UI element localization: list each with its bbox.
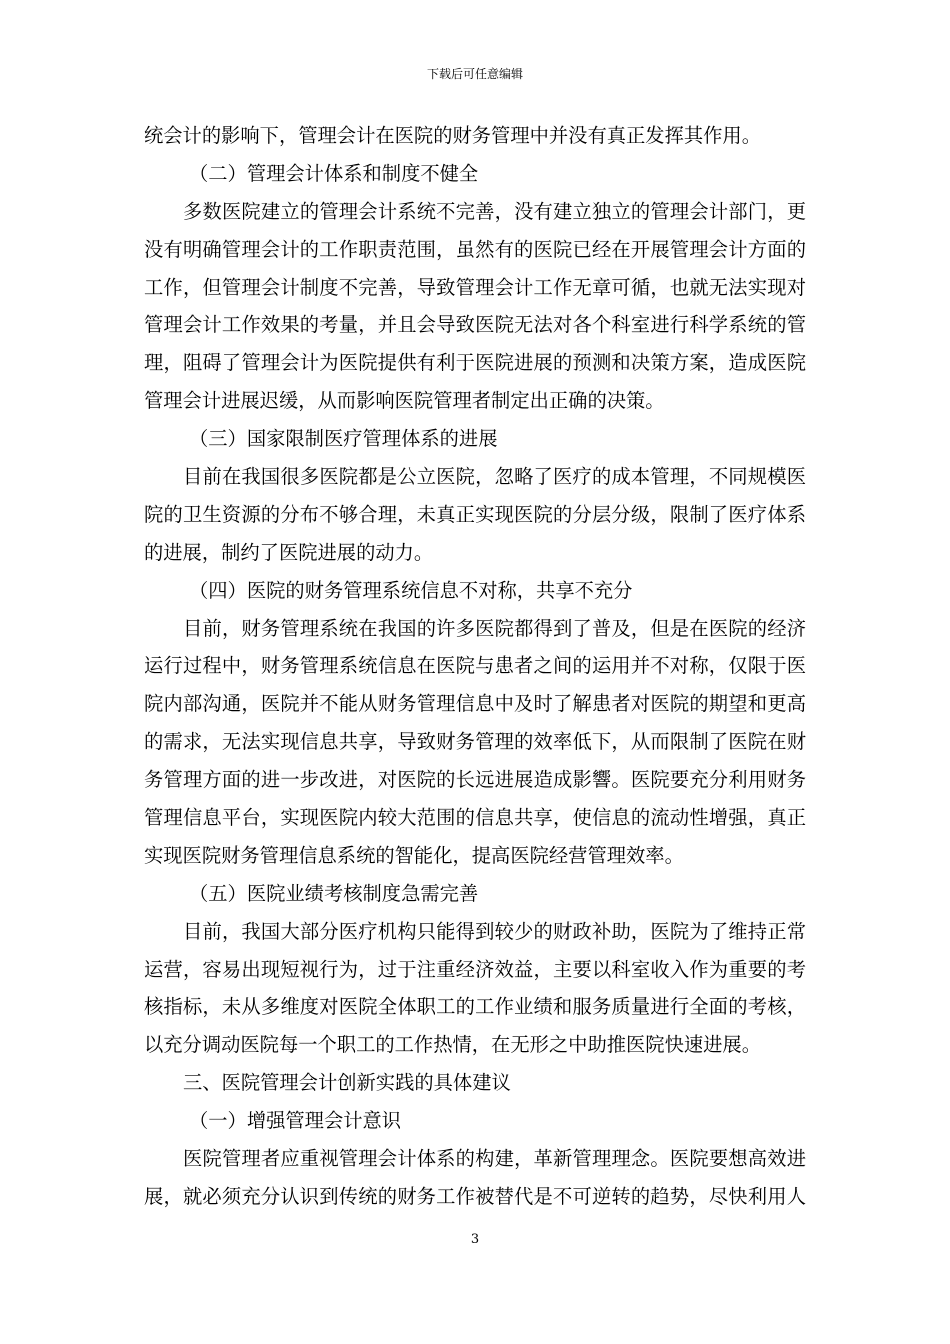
section-heading: （二）管理会计体系和制度不健全 <box>189 161 479 185</box>
paragraph-line: 实现医院财务管理信息系统的智能化，提高医院经营管理效率。 <box>144 843 684 867</box>
page-header: 下载后可任意编辑 <box>426 67 523 81</box>
paragraph-line: 展，就必须充分认识到传统的财务工作被替代是不可逆转的趋势，尽快利用人 <box>144 1184 806 1208</box>
paragraph-line: 统会计的影响下，管理会计在医院的财务管理中并没有真正发挥其作用。 <box>144 124 761 147</box>
paragraph-line: 的进展，制约了医院进展的动力。 <box>144 540 434 564</box>
paragraph-line: 运营，容易出现短视行为，过于注重经济效益，主要以科室收入作为重要的考 <box>144 957 806 981</box>
paragraph-line: 院内部沟通，医院并不能从财务管理信息中及时了解患者对医院的期望和更高 <box>144 692 806 716</box>
paragraph-line: 没有明确管理会计的工作职责范围，虽然有的医院已经在开展管理会计方面的 <box>144 237 806 261</box>
paragraph-line: 运行过程中，财务管理系统信息在医院与患者之间的运用并不对称，仅限于医 <box>144 654 806 678</box>
paragraph-line: 院的卫生资源的分布不够合理，未真正实现医院的分层分级，限制了医疗体系 <box>144 502 806 526</box>
paragraph-line: 以充分调动医院每一个职工的工作热情，在无形之中助推医院快速进展。 <box>144 1033 761 1057</box>
paragraph-line: 目前，我国大部分医疗机构只能得到较少的财政补助，医院为了维持正常 <box>183 919 806 943</box>
paragraph-line: 的需求，无法实现信息共享，导致财务管理的效率低下，从而限制了医院在财 <box>144 730 806 754</box>
paragraph-line: 管理会计工作效果的考量，并且会导致医院无法对各个科室进行科学系统的管 <box>144 313 806 337</box>
paragraph-line: 理，阻碍了管理会计为医院提供有利于医院进展的预测和决策方案，造成医院 <box>144 351 806 375</box>
section-heading: 三、医院管理会计创新实践的具体建议 <box>183 1071 511 1095</box>
paragraph-line: 多数医院建立的管理会计系统不完善，没有建立独立的管理会计部门，更 <box>183 199 806 223</box>
paragraph-line: 工作，但管理会计制度不完善，导致管理会计工作无章可循，也就无法实现对 <box>144 275 806 299</box>
paragraph-line: 管理会计进展迟缓，从而影响医院管理者制定出正确的决策。 <box>144 389 665 413</box>
section-heading: （三）国家限制医疗管理体系的进展 <box>189 427 498 451</box>
document-body <box>144 117 806 1216</box>
section-heading: （一）增强管理会计意识 <box>189 1109 402 1133</box>
section-heading: （五）医院业绩考核制度急需完善 <box>189 881 479 905</box>
paragraph-line: 务管理方面的进一步改进，对医院的长远进展造成影響。医院要充分利用财务 <box>144 768 806 792</box>
section-heading: （四）医院的财务管理系统信息不对称，共享不充分 <box>189 578 633 602</box>
page-number: 3 <box>470 1232 480 1247</box>
paragraph-line: 管理信息平台，实现医院内较大范围的信息共享，使信息的流动性增强，真正 <box>144 806 806 830</box>
paragraph-line: 目前在我国很多医院都是公立医院，忽略了医疗的成本管理，不同规模医 <box>183 465 806 489</box>
paragraph-line: 核指标，未从多维度对医院全体职工的工作业绩和服务质量进行全面的考核， <box>144 995 806 1019</box>
paragraph-line: 目前，财务管理系统在我国的许多医院都得到了普及，但是在医院的经济 <box>183 616 806 640</box>
paragraph-line: 医院管理者应重视管理会计体系的构建，革新管理理念。医院要想高效进 <box>183 1147 806 1171</box>
